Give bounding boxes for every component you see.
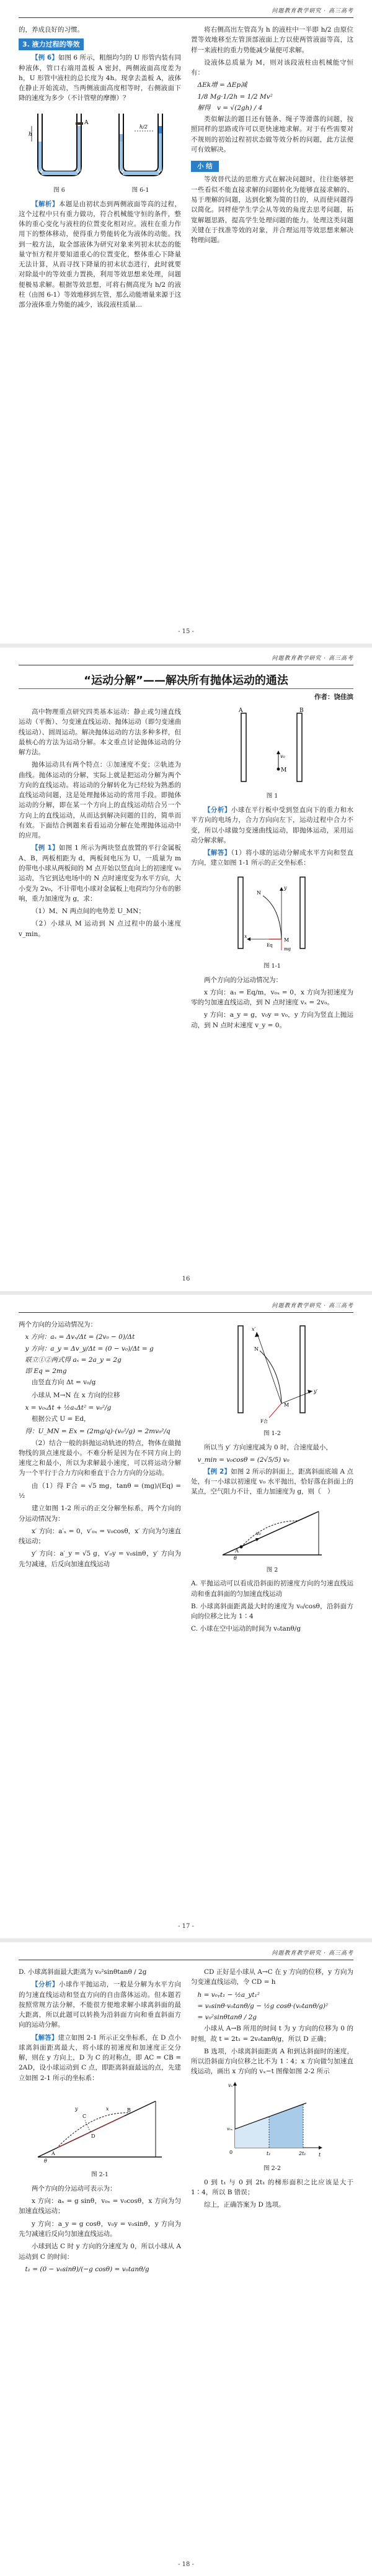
svg-text:M: M xyxy=(281,767,287,773)
paragraph: 类似解法的题目还有链条、绳子等滑落的问题，按照同样的思路或许可以更快速地求解。对于有些需要对不规则的初始过程初状态做等效分析的问题，此方法便可有效解决。 xyxy=(191,115,353,153)
page-number: 16 xyxy=(182,1276,190,1282)
equation: t₁ = (0 − v₀sinθ)/(−g cosθ) = v₀tanθ/g xyxy=(25,2265,149,2273)
running-header: 问题教育教学研究 · 高三高考 xyxy=(19,655,353,665)
svg-text:mg: mg xyxy=(284,946,291,952)
paragraph: 将右侧高出左管高为 h 的液柱中一半即 h/2 由原位置等效地移至左管顶部液面上方以使两管液面等高，这样一来液柱的重力势能减少量便可求解。 xyxy=(191,26,353,54)
summary-text: 等效替代法的思维方式在解决问题时，往往能够把一些看似不能直接求解的问题转化为能够直接求解的、易于理解的问题，达到化繁为简的目的，从而使问题得以简化。同样使学生学会从等效的角度去思考问题，拓宽解题思路，提高学生处理问题的能力。处理这类问题关键在于找准等效的对象，并合理运用等效思想来解决物理问题。 xyxy=(191,176,353,245)
figure-row xyxy=(19,107,181,199)
paragraph: CD 正好是小球从 A→C 在 y 方向的位移，y 方向为匀变速直线运动，令 CD = h xyxy=(191,1968,353,1986)
paragraph: 0 到 t₁ 与 0 到 2t₁ 的梯形面积之比应该是大于 1∶4，所以 B 错误； xyxy=(191,2178,353,2196)
paragraph: 的，养成良好的习惯。 xyxy=(19,26,84,34)
page4-left-column xyxy=(19,1967,181,2276)
x-direction: x′ 方向：a′ₓ = 0，v′₀ₓ = v₀cosθ，x′ 方向为匀速直线运动； xyxy=(19,1527,181,1546)
svg-text:h: h xyxy=(28,131,32,138)
y-direction: y 方向：a_y = g，v₀y = v₀，y 方向为竖直上抛运动，到 N 点时末速度 v_y = 0。 xyxy=(191,1011,353,1029)
paragraph: 所以当 y′ 方向速度减为 0 时，合速度最小， xyxy=(204,1443,332,1451)
equation: h = v₀ᵧt₁ − ½a_yt₁² xyxy=(197,1991,260,1999)
page-number: - 18 - xyxy=(178,2561,194,2568)
svg-text:y′: y′ xyxy=(314,1389,318,1394)
figure-2: v₀ A θ 图 2 xyxy=(191,1499,353,1575)
svg-text:x′: x′ xyxy=(252,1326,256,1332)
equation: 1/8 Mg·1/2h = 1/2 Mv² xyxy=(197,92,273,101)
equation: x 方向：aₓ = Δvₓ/Δt = (2v₀ − 0)/Δt xyxy=(25,1333,135,1341)
question-2: （2）小球从 M 运动到 N 点过程中的最小速度 v_min。 xyxy=(19,920,181,938)
example-6: 【例 6】如图 6 所示，粗细均匀的 U 形管内装有同种液体，管口右端用盖板 A 密封，两侧液面高度差为 h，U 形管中液柱的总长度为 4h。现拿去盖板 A，液体在静止开始流动，当两侧液面高度相等时，右侧液面下降的速度为多少（不计管壁的摩擦）？ xyxy=(19,54,181,102)
paragraph: 两个方向的分运动可表示为： xyxy=(32,2184,117,2192)
running-header: 问题教育教学研究 · 高三高考 xyxy=(19,1950,353,1960)
figure-6: A h 图 6 xyxy=(29,107,91,199)
page2-right-column xyxy=(191,707,353,1033)
equation: x = v₀ₓΔt + ½aₓΔt² = v₀²/g xyxy=(25,1403,112,1412)
paragraph: 小球到达 C 时 y 方向的分速度为 0，所以小球从 A 运动到 C 的时间： xyxy=(19,2243,181,2261)
y-direction: y 方向：a_y = g cosθ，v₀y = v₀sinθ，y 方向为先匀减速后反向匀加速直线运动。 xyxy=(19,2220,181,2238)
equation: y 方向：a_y = Δv_y/Δt = (0 − v₀)/Δt = g xyxy=(25,1344,154,1353)
equation: v_min = v₀cosθ = (2√5/5) v₀ xyxy=(197,1456,290,1464)
figure-1-2: x′ y′ F合 M N 图 1-2 xyxy=(191,1320,353,1439)
solution: 【解答】建立如图 2-1 所示正交坐标系，在 D 点小球离斜面距离最大，将小球的初速度和加速度正交分解，则在 y 方向上，D 为 C 的对称点，即 AC = CB = 2AD，设小球运动到 C 点，即距离斜面最远的点，先建立如图 2-1 所示的坐标系： xyxy=(19,2033,181,2082)
svg-text:A: A xyxy=(84,119,88,126)
paragraph: 由（1）得 F合 = √5 mg，tanθ = (mg)/(Eq) = ½ xyxy=(19,1482,181,1500)
svg-text:h/2: h/2 xyxy=(139,124,148,130)
paragraph: （2）结合一般的斜抛运动轨迹的特点，物体在做抛物线的顶点速度最小。不难分析是因为在不同方向上的速度之和最小，所以为求解最小速度，可以将运动分解为一个平行于合力方向和垂直于合力方向的分运动。 xyxy=(19,1439,181,1477)
title-rule xyxy=(19,688,353,689)
page3-left-column xyxy=(19,1320,181,1572)
svg-text:0: 0 xyxy=(229,2149,233,2155)
svg-text:vₓ: vₓ xyxy=(228,2082,233,2088)
page1-left-column xyxy=(19,25,181,313)
svg-text:θ: θ xyxy=(234,1556,237,1562)
equation: = v₀sinθ·v₀tanθ/g − ½g cosθ·(v₀tanθ/g)² xyxy=(197,2002,329,2010)
svg-text:v₀: v₀ xyxy=(280,754,285,759)
svg-text:N: N xyxy=(254,1346,259,1352)
page3-right-column xyxy=(191,1320,353,1637)
paragraph: 抛体运动具有两个特点：①加速度不变；②轨迹为曲线。抛体运动的分解，实际上就是把运动分解为两个方向的直线运动。将运动的分解转化为已经较为熟悉的直线运动问题，这是处理抛体运动的常用手段。即抛体运动的分解，即在某一个方向上的直线运动结合另一个方向上的直线运动，从而达到解决问题的目的，简单而有效。下面结合例题来看看运动分解在处理抛体运动中的应用。 xyxy=(19,761,181,840)
svg-text:A: A xyxy=(235,1548,239,1554)
paragraph: 两个方向的分运动情况为： xyxy=(19,1321,97,1328)
svg-text:M: M xyxy=(284,1402,290,1408)
equation: 联立①②两式得 aₓ = 2a_y = 2g xyxy=(25,1356,122,1364)
svg-text:N: N xyxy=(257,889,261,896)
svg-text:x: x xyxy=(244,933,247,939)
svg-text:F合: F合 xyxy=(260,1419,268,1424)
page1-right-column xyxy=(191,25,353,248)
svg-text:A: A xyxy=(51,2150,55,2156)
paragraph: 设液体总质量为 M，则对该段液柱由机械能守恒有： xyxy=(191,58,353,77)
author: 作者：饶佳滨 xyxy=(314,693,353,701)
option-b: B. 小球离斜面距离最大时的速度为 v₀/cosθ，沿斜面方向的位移之比为 1∶4 xyxy=(191,1602,353,1621)
running-header: 问题教育教学研究 · 高三高考 xyxy=(19,1302,353,1313)
svg-text:C: C xyxy=(82,2113,87,2119)
svg-text:M: M xyxy=(284,937,290,943)
article-title: “运动分解”——解决所有抛体运动的通法 xyxy=(84,674,288,687)
svg-text:Eq: Eq xyxy=(267,942,273,948)
page4-right-column xyxy=(191,1967,353,2212)
svg-text:v₀ₓ: v₀ₓ xyxy=(227,2126,233,2132)
paragraph: 小球从 A→B 所用的时间 t 为 y 方向的位移为 0 的时刻，故 t = 2t₁ = 2v₀tanθ/g，所以 D 正确； xyxy=(191,2025,353,2043)
svg-text:t₁: t₁ xyxy=(267,2150,271,2156)
page-1 xyxy=(0,0,372,644)
question-1: （1）M、N 两点间的电势差 U_MN； xyxy=(32,907,145,916)
page2-left-column xyxy=(19,707,181,942)
y-direction: y′ 方向：a′_y = √5 g，v′₀y = v₀sinθ，y′ 方向为先匀减速，后反向加速直线运动 xyxy=(19,1550,181,1568)
analysis: 【解析】本题是由初状态到两侧液面等高的过程，这个过程中只有重力做功，符合机械能守恒的条件，整体的重心变化与液柱的位置变化相对应。液柱在重力作用下的整体移动，使得重力势能转化为液体的动能。找到一般方法，取全部液体为研究对象来列初末状态的能量守恒方程并要知道重心的位置变化，整体重心下降量无法计算，从而寻找下降量的初末状态进行，此时就要对除最中的等效重力置换，利用等效思想来处理，问题便极易求解。根据等效思想，可将右侧高度为 h/2 的液柱（由图 6-1）等效地移到左管，那么动能增量来源于这部分液体重力势能的减少，该段液柱质量... xyxy=(19,200,182,309)
equation: = v₀²sinθtanθ / 2g xyxy=(197,2014,257,2022)
svg-text:2t₁: 2t₁ xyxy=(299,2150,306,2156)
svg-text:θ: θ xyxy=(44,2158,47,2164)
analysis: 【分析】小球在平行板中受到竖直向下的重力和水平方向的电场力，合力方向向左下，运动过程中合力不变，所以小球做匀变速曲线运动，即抛体运动，采用运动分解求解。 xyxy=(191,806,354,844)
paragraph: 高中物理重点研究四类基本运动：静止或匀速直线运动（平衡）、匀变速直线运动、抛体运动（即匀变速曲线运动）、圆周运动。解决抛体运动的方法多种多样，但最核心的方法为运动分解。本文重点讨论抛体运动的分解方法。 xyxy=(19,708,181,757)
x-direction: x 方向：aₓ = g sinθ，v₀ₓ = v₀cosθ，x 方向为匀加速直线运动； xyxy=(19,2197,181,2215)
running-header: 问题教育教学研究 · 高三高考 xyxy=(19,7,353,18)
figure-2-1: A B C D θ x y 图 2-1 xyxy=(19,2086,181,2180)
equation: 得：U_MN = Ex = (2mg/q)·(v₀²/g) = 2mv₀²/q xyxy=(25,1428,170,1436)
page-number: - 15 - xyxy=(178,628,194,635)
example-2: 【例 2】如图 2 所示的斜面上，距离斜面底端 A 点处，有一小球以初速度 v₀ 水平抛出，恰好落在斜面上的某点，空气阻力不计，重力加速度为 g，则（ ） xyxy=(191,1467,353,1496)
page-2 xyxy=(0,647,372,1291)
paragraph: 由竖直方向 Δt = v₀/g xyxy=(32,1379,96,1387)
svg-text:B: B xyxy=(299,708,304,714)
conclusion: 综上，正确答案为 D 选项。 xyxy=(204,2201,285,2209)
page-3 xyxy=(0,1295,372,1939)
option-d: D. 小球离斜面最大距离为 v₀²sinθtanθ / 2g xyxy=(19,1968,147,1976)
paragraph: 两个方向的分运动情况为： xyxy=(204,976,282,984)
paragraph: 建立如图 1-2 所示的正交分解坐标系，两个方向的分运动情况为： xyxy=(19,1505,181,1523)
equation: 解得 v = √(2gh) / 4 xyxy=(197,104,263,112)
x-direction: x 方向：a₁ = Eq/m，v₀ₓ = 0，x 方向为初速度为零的匀加速直线运动，到 N 点时速度 vₓ = 2v₀。 xyxy=(191,988,353,1007)
paragraph: B 选项，小球离斜面距离 A 和到达斜面时的速度，所以沿斜面方向位移之比不为 1∶4；x 方向做匀加速直线运动，画出 x 方向的 vₓ−t 图像如图 2-2 所示 xyxy=(191,2047,353,2076)
svg-text:v₀: v₀ xyxy=(256,1531,261,1537)
svg-text:t: t xyxy=(319,2151,321,2158)
page-4 xyxy=(0,1942,372,2576)
option-c: C. 小球在空中运动的时间为 v₀tanθ/g xyxy=(191,1625,301,1633)
figure-2-2: v₀ₓ t vₓ t₁ 2t₁ 0 图 2-2 xyxy=(191,2079,353,2174)
section-heading: 3. 液力过程的等效 xyxy=(19,38,84,50)
solution: 【解答】（1）将小球的运动分解成水平方向和竖直方向，建立如图 1-1 所示的正交坐标系： xyxy=(191,849,353,867)
svg-text:y: y xyxy=(75,2105,78,2112)
svg-text:A: A xyxy=(239,708,243,714)
figure-1: A B M v₀ 图 1 xyxy=(239,708,304,800)
svg-text:x: x xyxy=(106,2105,109,2112)
figure-1-1: x y M N mg Eq 图 1-1 xyxy=(191,871,353,971)
summary-heading: 小 结 xyxy=(191,161,219,172)
example-1: 【例 1】如图 1 所示为两块竖直放置的平行金属板 A、B，两板相距为 d，两板间电压为 U，一质量为 m 的带电小球从两板间的 M 点开始以竖直向上的初速度 v₀ 运动，当它到达电场中的 N 点时速度变为水平方向，大小变为 2v₀，不计带电小球对金属板上电荷均匀分布的影响，重力加速度为 g，求： xyxy=(19,844,181,903)
figure-6-1: h/2 图 6-1 xyxy=(110,107,172,199)
equation: 即 Eq = 2mg xyxy=(25,1367,67,1376)
svg-text:B: B xyxy=(127,2107,131,2113)
paragraph: 根据公式 U = Ed， xyxy=(32,1415,91,1423)
equation: ΔEk增 = ΔEp减 xyxy=(197,81,247,89)
analysis: 【分析】小球作平抛运动，一般是分解为水平方向的匀速直线运动和竖直方向的自由落体运动。但本题若按照常规方法分解，不能很方便地求解小球离斜面的最大距离，所以此题可以转换为沿斜面方向和垂直斜面方向的运动分解。 xyxy=(19,1981,182,2029)
option-a: A. 平抛运动可以看成沿斜面的初速度方向的匀速直线运动和垂直斜面的匀加速直线运动 xyxy=(191,1580,353,1598)
svg-text:y: y xyxy=(284,885,287,891)
page-number: - 17 - xyxy=(178,1923,194,1930)
svg-text:D: D xyxy=(91,2133,95,2139)
paragraph: 小球从 M→N 在 x 方向的位移 xyxy=(32,1391,120,1399)
